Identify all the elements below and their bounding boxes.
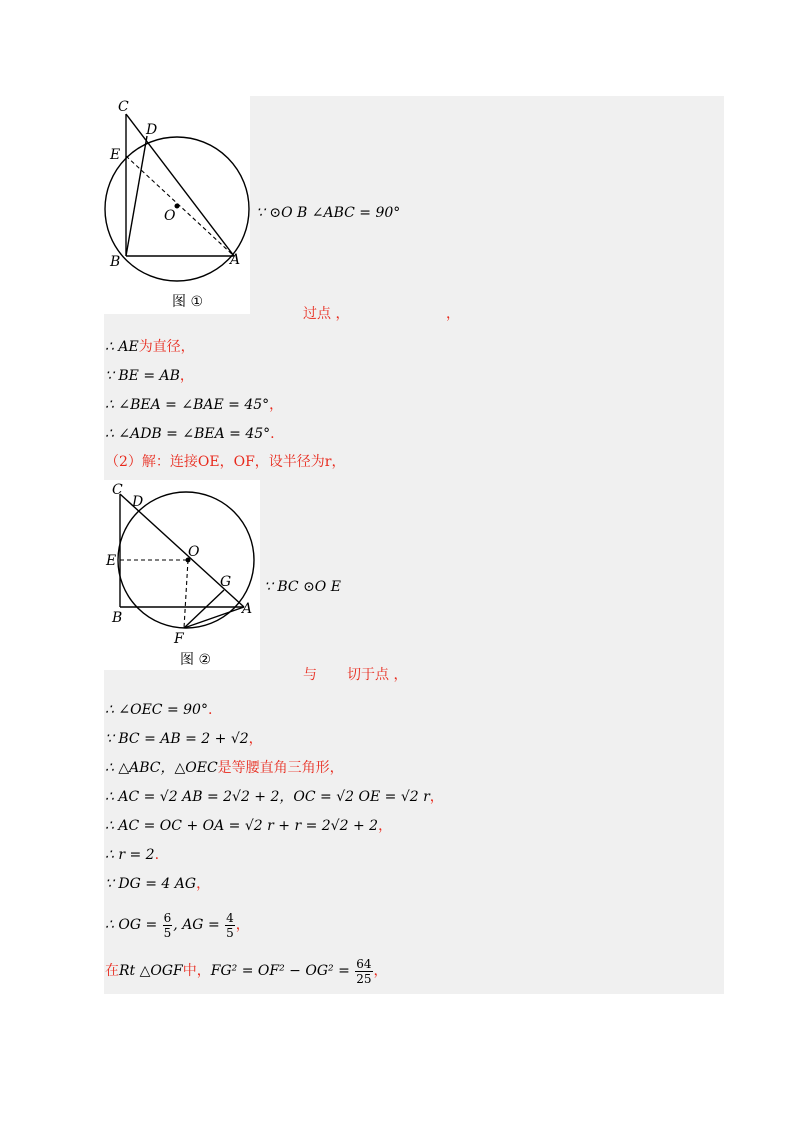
part1-red-fragment-a: 过点 ， [303,306,350,322]
part2-red-fragment-b: 切于点 ， [347,667,408,683]
fig1-label-b: B [110,254,121,270]
fig2-label-b: B [112,610,123,626]
og-fraction: $\frac{6}{5}$ [163,910,172,940]
part2-line-2: ∵ BC = AB = 2 + √2， [105,731,263,747]
fig1-label-d: D [146,122,158,138]
fig2-label-g: G [220,574,232,590]
part2-heading: （2）解：连接OE，OF，设半径为r， [105,454,346,470]
fig2-label-f: F [174,631,184,647]
part1-line-4: ∴ ∠ADB = ∠BEA = 45°. [105,426,275,442]
fig2-label-d: D [132,494,144,510]
ag-fraction: $\frac{4}{5}$ [226,910,234,940]
fig2-label-a: A [242,601,253,617]
part2-line-7: ∵ DG = 4 AG， [105,876,211,892]
figure-2 [104,480,260,670]
figure-2-diagram [104,480,260,670]
part2-line-4: ∴ AC = √2 AB = 2√2 + 2，OC = √2 OE = √2 r， [105,789,444,805]
part2-line-6: ∴ r = 2. [105,847,160,863]
fig2-label-o: O [188,544,200,560]
part1-red-fragment-b: ， [446,306,460,322]
fig2-label-e: E [106,553,117,569]
fig1-caption: 图 ① [172,294,204,310]
part1-line-3: ∴ ∠BEA = ∠BAE = 45°， [105,397,284,413]
part2-line-5: ∴ AC = OC + OA = √2 r + r = 2√2 + 2， [105,818,393,834]
fg-fraction: $\frac{64}{25}$ [356,956,372,986]
fig1-label-e: E [110,147,121,163]
part2-line-3: ∴ △ABC，△OEC是等腰直角三角形， [105,760,344,776]
part2-red-fragment-a: 与 [303,667,317,683]
figure-1-diagram [104,96,250,314]
part2-last-line: 在Rt △OGF中，FG² = OF² − OG² = $\frac{64}{25}$ ， [105,956,388,986]
part1-line-1: ∴ AE为直径， [105,339,195,355]
part1-given-fragment: ∵ ⊙O B ∠ABC = 90° [256,205,401,221]
part2-given-fragment: ∵ BC ⊙O E [264,579,341,595]
fig2-caption: 图 ② [180,652,212,668]
figure-1 [104,96,250,314]
fig2-label-c: C [112,482,123,498]
fig1-label-c: C [118,99,129,115]
part2-og-line: ∴ OG = $\frac{6}{5}$ , AG = $\frac{4}{5}$ ， [105,910,250,940]
fig1-label-a: A [230,252,241,268]
fig1-label-o: O [164,208,176,224]
part2-line-1: ∴ ∠OEC = 90°. [105,702,213,718]
part1-line-2: ∵ BE = AB， [105,368,194,384]
